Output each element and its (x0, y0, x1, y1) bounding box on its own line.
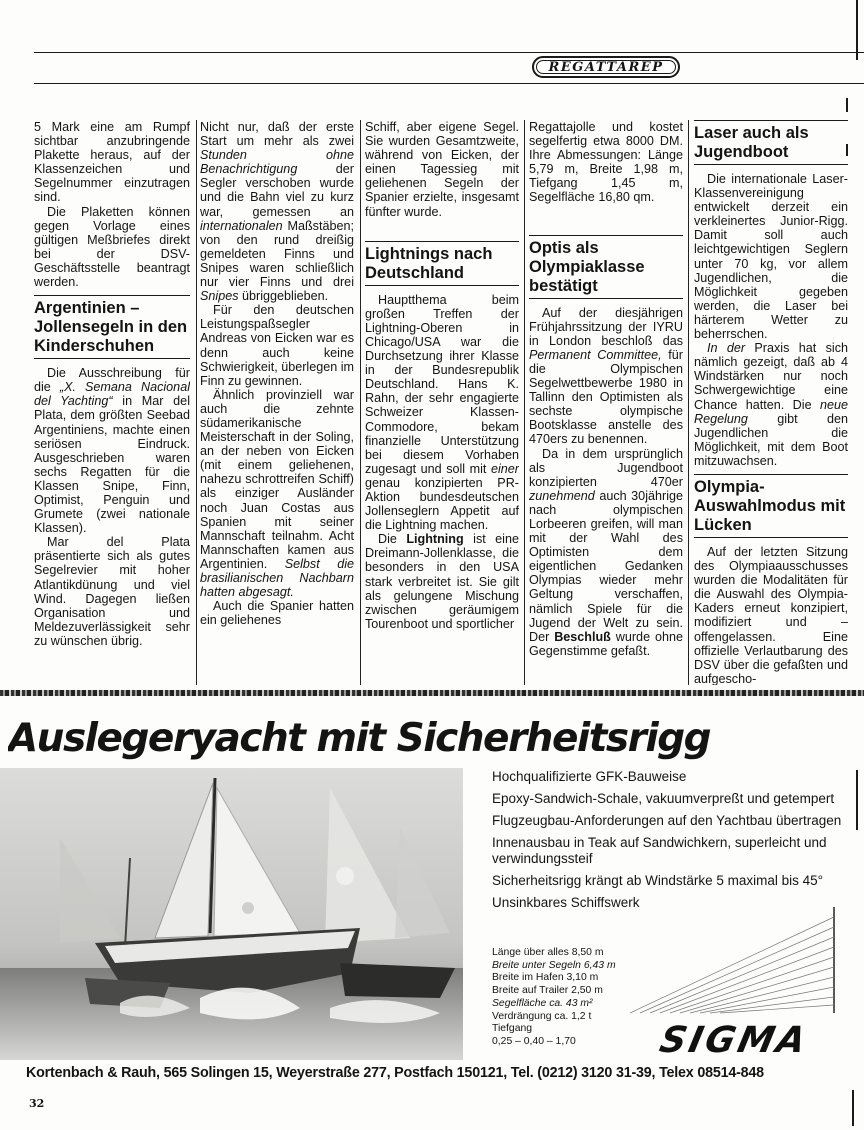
column-divider (360, 120, 361, 685)
ad-spec-list (492, 947, 642, 1049)
paragraph: In der Praxis hat sich nämlich gezeigt, daß ab 4 Windstärken nur noch Schwergewichtige eine Chance hatten. Die neue Regelung gibt den Jugendlichen die Möglichkeit, mit dem Boot mitzuwachsen. (694, 341, 848, 468)
edge-mark-column (846, 144, 848, 156)
ad-feature: Hochqualifizierte GFK-Bauweise (492, 769, 687, 784)
ad-headline: Auslegeryacht mit Sicherheitsrigg (8, 716, 711, 761)
headline-optis: Optis als Olympiaklasse bestätigt (529, 235, 683, 299)
ad-feature-list (492, 769, 864, 917)
paragraph: Die Lightning ist eine Dreimann-Jollenklasse, die besonders in den USA stark verbreitet ist. Sie gilt als gelungene Mischung zwischen geräumigem Tourenboot und sportlicher (365, 532, 519, 631)
page-number: 32 (29, 1097, 45, 1110)
section-tag: REGATTAREP (532, 56, 680, 78)
edge-mark-column (846, 98, 848, 112)
top-rule-1 (34, 52, 864, 53)
ad-separator-band (0, 690, 864, 696)
column-divider (196, 120, 197, 685)
ad-spec: Breite im Hafen 3,10 m (492, 972, 599, 984)
trimaran-photo-illustration (0, 768, 463, 1060)
ad-feature: Sicherheitsrigg krängt ab Windstärke 5 maximal bis 45° (492, 872, 824, 888)
ad-spec: 0,25 – 0,40 – 1,70 (492, 1035, 576, 1047)
paragraph: Mar del Plata präsentierte sich als gutes Segelrevier mit hoher Atlantikdünung und viel Wind. Dagegen ließen Organisation und Meldezuverlässigkeit sehr zu wünschen übrig. (34, 535, 190, 648)
article-column-5 (694, 120, 848, 685)
ad-feature: Flugzeugbau-Anforderungen auf den Yachtbau übertragen (492, 813, 842, 829)
article-column-3 (365, 120, 519, 685)
paragraph: Für den deutschen Leistungspaßsegler Andreas von Eicken war es denn auch keine Schwierigkeit, überlegen im Finn zu gewinnen. (200, 303, 354, 388)
paragraph: Ähnlich provinziell war auch die zehnte südamerikanische Meisterschaft in der Soling, an der neben von Eicken (mit einem geliehenen, nahezu schrottreifen Schiff) als einziger Ausländer noch Juan Costas aus Spanien mit seiner Mannschaft teilnahm. Acht Mannschaften kamen aus Argentinien. Selbst die brasilianischen Nachbarn hatten abgesagt. (200, 387, 354, 600)
headline-lightnings: Lightnings nach Deutschland (365, 241, 519, 286)
article-column-1 (34, 120, 190, 685)
ad-spec: Breite unter Segeln 6,43 m (492, 959, 616, 971)
edge-mark-top (856, 0, 858, 60)
ad-photo-sailing-trimaran (0, 768, 463, 1060)
ad-spec: Länge über alles 8,50 m (492, 947, 604, 958)
ad-spec: Segelfläche ca. 43 m² (492, 997, 593, 1009)
article-column-2 (200, 120, 354, 685)
paragraph: Die Ausschreibung für die „X. Semana Nacional del Yachting“ in Mar del Plata, dem größten Seebad Argentiniens, machte einen seriösen Eindruck. Ausgeschrieben waren sechs Regatten für die Klassen Snipe, Finn, Optimist, Penguin und Grumete (zwei nationale Klassen). (34, 366, 190, 536)
sigma-logo (626, 1018, 836, 1062)
paragraph: Auf der diesjährigen Frühjahrssitzung der IYRU in London beschloß das Permanent Committee, für die Olympischen Segelwettbewerbe 1980 in Tallinn den Optimisten als sechste olympische Bootsklasse anstelle des 470ers zu benennen. (529, 305, 683, 447)
headline-olympia-auswahl: Olympia-Auswahlmodus mit Lücken (694, 474, 848, 538)
ad-company-address: Kortenbach & Rauh, 565 Solingen 15, Weyerstraße 277, Postfach 150121, Tel. (0212) 3120 31-39, Telex 08514-848 (26, 1065, 764, 1081)
edge-mark-ad (856, 770, 858, 830)
article-column-4 (529, 120, 683, 685)
paragraph: Die Plaketten können gegen Vorlage eines gültigen Meßbriefes direkt bei der DSV-Geschäftsstelle beantragt werden. (34, 204, 190, 290)
ad-spec: Tiefgang (492, 1023, 533, 1035)
paragraph: Da in dem ursprünglich als Jugendboot konzipierten 470er zunehmend auch 30jährige nach olympischen Lorbeeren greifen, will man mit der Wahl des Optimisten dem eigentlichen Gedanken Olympias wieder mehr Geltung verschaffen, nämlich Spiele für die Jugend der Welt zu sein. Der Beschluß wurde ohne Gegenstimme gefaßt. (529, 446, 683, 658)
ad-spec: Verdrängung ca. 1,2 t (492, 1010, 592, 1022)
paragraph: Auf der letzten Sitzung des Olympiaausschusses wurden die Modalitäten für die Auswahl des Olympia-Kaders erneut konzipiert, modifiziert und – offengelassen. Eine offizielle Verlautbarung des DSV über die gefaßten und aufgescho- (694, 544, 848, 685)
headline-laser: Laser auch als Jugendboot (694, 120, 848, 165)
paragraph: Auch die Spanier hatten ein geliehenes (200, 599, 354, 628)
paragraph: Die internationale Laser-Klassenvereinigung entwickelt derzeit ein verkleinertes Junior-Rigg. Damit soll auch leichtgewichtigen Seglern unter 70 kg, vor allem Jugendlichen, die Möglichkeit gegeben werden, die Laser bei härterem Wetter zu beherrschen. (694, 172, 848, 342)
edge-mark-bottom (852, 1090, 854, 1126)
paragraph: Hauptthema beim großen Treffen der Lightning-Oberen in Chicago/USA war die Durchsetzung ihrer Klasse in der Bundesrepublik Deutschland. Hans K. Rahn, der sehr engagierte Schweizer Klassen-Commodore, bekam finanzielle Unterstützung bei diesem Vorhaben zugesagt und soll mit einer genau konzipierten PR-Aktion bundesdeutschen Jollenseglern Appetit auf die Lightning machen. (365, 292, 519, 533)
ad-spec: Breite auf Trailer 2,50 m (492, 985, 603, 997)
sail-logo-graphic (630, 905, 860, 1015)
paragraph: Schiff, aber eigene Segel. Sie wurden Gesamtzweite, während von Eicken, der einen Tagessieg mit geliehenen Segeln der Spanier erzielte, insgesamt fünfter wurde. (365, 120, 519, 219)
ad-feature: Innenausbau in Teak auf Sandwichkern, superleicht und verwindungssteif (492, 835, 827, 866)
ad-feature: Epoxy-Sandwich-Schale, vakuumverpreßt und getempert (492, 791, 835, 807)
headline-argentinien: Argentinien – Jollensegeln in den Kinderschuhen (34, 295, 190, 359)
paragraph: 5 Mark eine am Rumpf sichtbar anzubringende Plakette heraus, auf der Klassenzeichen und Segelnummer einzutragen sind. (34, 120, 190, 205)
ad-feature: Unsinkbares Schiffswerk (492, 895, 640, 911)
paragraph: Regattajolle und kostet segelfertig etwa 8000 DM. Ihre Abmessungen: Länge 5,79 m, Breite 1,98 m, Tiefgang 1,45 m, Segelfläche 16,80 qm. (529, 120, 683, 205)
sigma-logo-text: SIGMA (656, 1018, 813, 1061)
top-rule-2 (34, 83, 864, 84)
column-divider (524, 120, 525, 685)
column-divider (688, 120, 689, 685)
paragraph: Nicht nur, daß der erste Start um mehr als zwei Stunden ohne Benachrichtigung der Segler verschoben wurde und die Bahn viel zu kurz war, gemessen an internationalen Maßstäben; von den rund dreißig gemeldeten Finns und Snipes waren schließlich nur vier Finns und drei Snipes übriggeblieben. (200, 120, 354, 304)
